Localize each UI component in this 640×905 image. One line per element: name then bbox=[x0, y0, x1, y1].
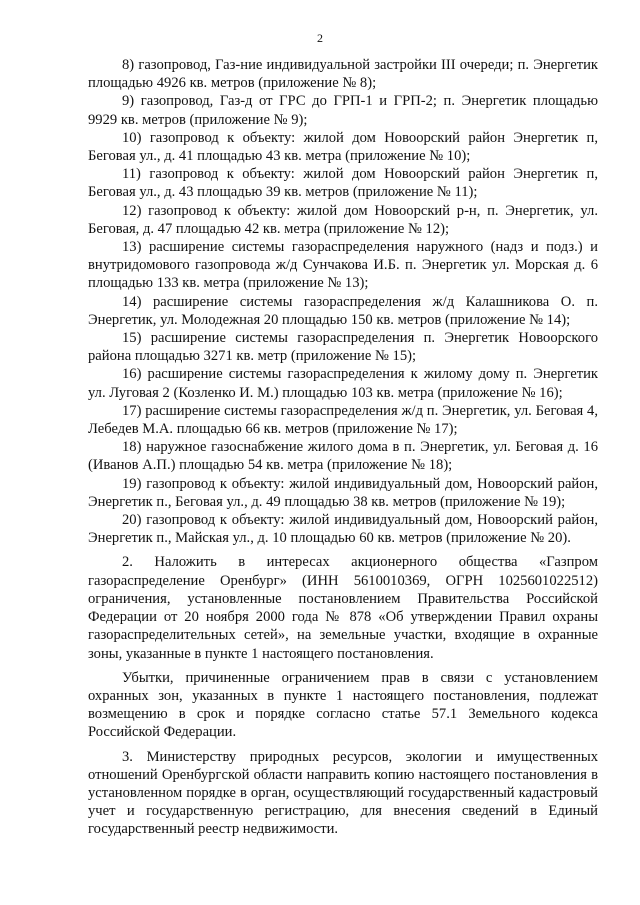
list-item: 12) газопровод к объекту: жилой дом Новоорский р-н, п. Энергетик, ул. Беговая, д. 47 площадью 42 кв. метра (приложение № 12); bbox=[88, 202, 598, 237]
list-item: 19) газопровод к объекту: жилой индивидуальный дом, Новоорский район, Энергетик п., Беговая ул., д. 49 площадью 38 кв. метров (приложение № 19); bbox=[88, 475, 598, 510]
list-item: 17) расширение системы газораспределения ж/д п. Энергетик, ул. Беговая 4, Лебедев М.А. площадью 66 кв. метров (приложение № 17); bbox=[88, 402, 598, 438]
list-item: 20) газопровод к объекту: жилой индивидуальный дом, Новоорский район, Энергетик п., Майская ул., д. 10 площадью 60 кв. метров (приложение № 20). bbox=[88, 512, 598, 547]
clause-2: 2. Наложить в интересах акционерного общества «Газпром газораспределение Оренбург» (ИНН 5610010369, ОГРН 1025601022512) ограничения, установленные постановлением Правительства Российской Федерации от 20 ноября 2000 года № 878 «Об утверждении Правил охраны газораспределительных сетей», на земельные участки, входящие в охранные зоны, указанные в пункте 1 настоящего постановления. bbox=[88, 554, 598, 662]
list-item: 18) наружное газоснабжение жилого дома в п. Энергетик, ул. Беговая д. 16 (Иванов А.П.) площадью 54 кв. метра (приложение № 18); bbox=[88, 439, 598, 474]
list-item: 11) газопровод к объекту: жилой дом Новоорский район Энергетик п, Беговая ул., д. 43 площадью 39 кв. метров (приложение № 11); bbox=[88, 166, 598, 201]
list-item: 16) расширение системы газораспределения к жилому дому п. Энергетик ул. Луговая 2 (Козленко И. М.) площадью 103 кв. метра (приложение № 16); bbox=[88, 366, 598, 401]
list-item: 13) расширение системы газораспределения наружного (надз и подз.) и внутридомового газопровода ж/д Сунчакова И.Б. п. Энергетик ул. Морская д. 6 площадью 133 кв. метра (приложение № 13); bbox=[88, 239, 598, 292]
list-item: 8) газопровод, Газ-ние индивидуальной застройки III очереди; п. Энергетик площадью 4926 кв. метров (приложение № 8); bbox=[88, 57, 598, 92]
list-item: 14) расширение системы газораспределения ж/д Калашникова О. п. Энергетик, ул. Молодежная 20 площадью 150 кв. метров (приложение № 14); bbox=[88, 293, 598, 328]
page-number: 2 bbox=[317, 31, 323, 45]
list-item: 15) расширение системы газораспределения п. Энергетик Новоорского района площадью 3271 кв. метр (приложение № 15); bbox=[88, 330, 598, 365]
clause-3: 3. Министерству природных ресурсов, экологии и имущественных отношений Оренбургской области направить копию настоящего постановления в установленном порядке в орган, осуществляющий государственный кадастровый учет и государственную регистрацию, для внесения сведений в Единый государственный реестр недвижимости. bbox=[88, 748, 598, 838]
list-item: 9) газопровод, Газ-д от ГРС до ГРП-1 и ГРП-2; п. Энергетик площадью 9929 кв. метров (приложение № 9); bbox=[88, 93, 598, 128]
list-item: 10) газопровод к объекту: жилой дом Новоорский район Энергетик п, Беговая ул., д. 41 площадью 43 кв. метра (приложение № 10); bbox=[88, 129, 598, 165]
damages-paragraph: Убытки, причиненные ограничением прав в связи с установлением охранных зон, указанных в пункте 1 настоящего постановления, подлежат возмещению в срок и порядке согласно статье 57.1 Земельного кодекса Российской Федерации. bbox=[88, 669, 598, 741]
document-body bbox=[88, 56, 598, 839]
